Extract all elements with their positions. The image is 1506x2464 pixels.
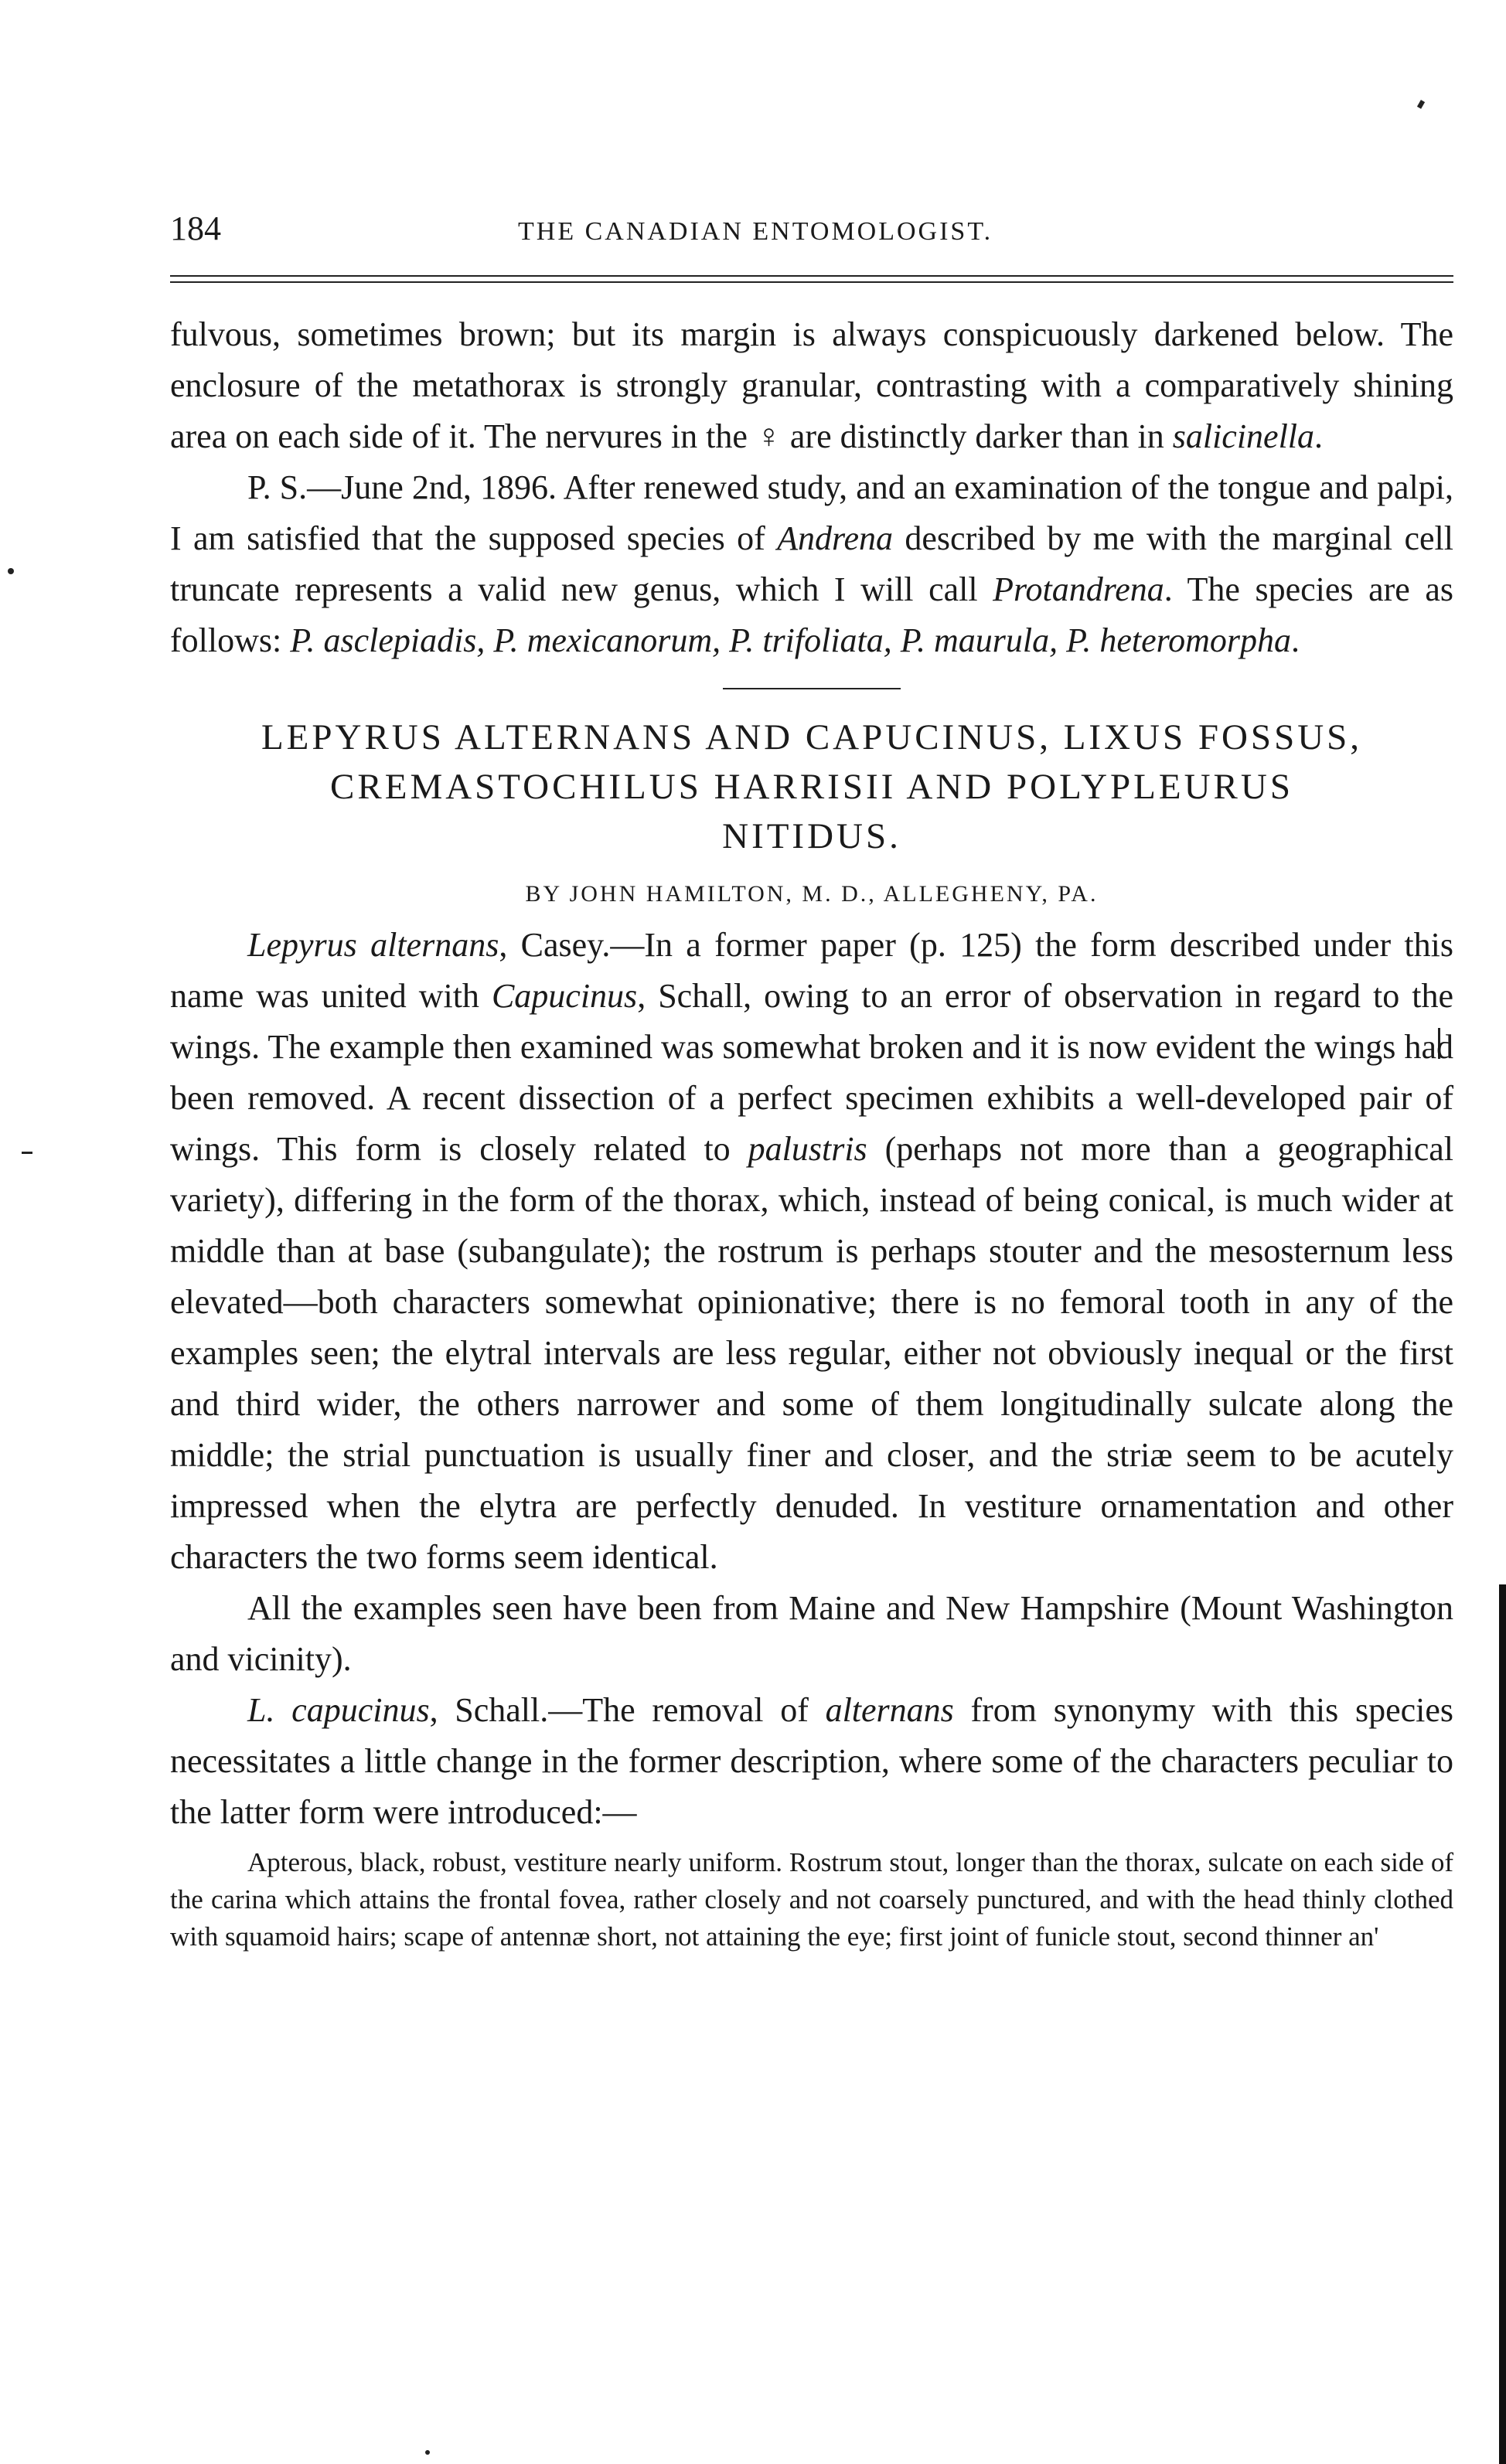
header-rule: [170, 275, 1453, 283]
continuation-paragraph: fulvous, sometimes brown; but its margin is always conspicuously darkened below. The enclosure of the metathorax is strongly granular, contrasting with a comparatively shining area on each side of it. The nervures in the ♀ are distinctly darker than in salicinella.: [170, 315, 1453, 455]
body-paragraph: All the examples seen have been from Maine and New Hampshire (Mount Washington and vicinity).: [170, 1589, 1453, 1678]
margin-mark: [22, 1152, 32, 1154]
article-title: LEPYRUS ALTERNANS AND CAPUCINUS, LIXUS FOSSUS, CREMASTOCHILUS HARRISII AND POLYPLEURUS NITIDUS.: [261, 717, 1363, 856]
body-paragraph: Lepyrus alternans, Casey.—In a former paper (p. 125) the form described under this name was united with Capucinus, Schall, owing to an error of observation in regard to the wings. The example then examined was somewhat broken and it is now evident the wings had been removed. A recent dissection of a perfect specimen exhibits a well-developed pair of wings. This form is closely related to palustris (perhaps not more than a geographical variety), differing in the form of the thorax, which, instead of being conical, is much wider at middle than at base (subangulate); the rostrum is perhaps stouter and the mesosternum less elevated—both characters somewhat opinionative; there is no femoral tooth in any of the examples seen; the elytral intervals are less regular, either not obviously inequal or the first and third wider, the others narrower and some of them longitudinally sulcate along the middle; the strial punctuation is usually finer and closer, and the striæ seem to be acutely impressed when the elytra are perfectly denuded. In vestiture ornamentation and other characters the two forms seem identical.: [170, 926, 1453, 1576]
postscript-paragraph: P. S.—June 2nd, 1896. After renewed study, and an examination of the tongue and palpi, I am satisfied that the supposed species of Andrena described by me with the marginal cell truncate represents a valid new genus, which I will call Protandrena. The species are as follows: P. asclepiadis, P. mexicanorum, P. trifoliata, P. maurula, P. heteromorpha.: [170, 468, 1453, 659]
margin-mark: [8, 568, 14, 574]
margin-mark: [1417, 100, 1425, 109]
page-number: 184: [170, 209, 221, 247]
section-divider: [723, 688, 901, 689]
article-byline: BY JOHN HAMILTON, M. D., ALLEGHENY, PA.: [525, 881, 1099, 907]
page-edge-shadow: [1499, 1584, 1506, 2464]
running-title: THE CANADIAN ENTOMOLOGIST.: [518, 217, 993, 246]
page: [170, 209, 1453, 1955]
margin-mark: [425, 2450, 430, 2455]
page-header: [170, 209, 1453, 263]
body-paragraph: L. capucinus, Schall.—The removal of alternans from synonymy with this species necessitates a little change in the former description, where some of the characters peculiar to the latter form were introduced:—: [170, 1691, 1453, 1831]
small-print-description: Apterous, black, robust, vestiture nearly uniform. Rostrum stout, longer than the thorax, sulcate on each side of the carina which attains the frontal fovea, rather closely and not coarsely punctured, and with the head thinly clothed with squamoid hairs; scape of antennæ short, not attaining the eye; first joint of funicle stout, second thinner an': [170, 1847, 1453, 1952]
